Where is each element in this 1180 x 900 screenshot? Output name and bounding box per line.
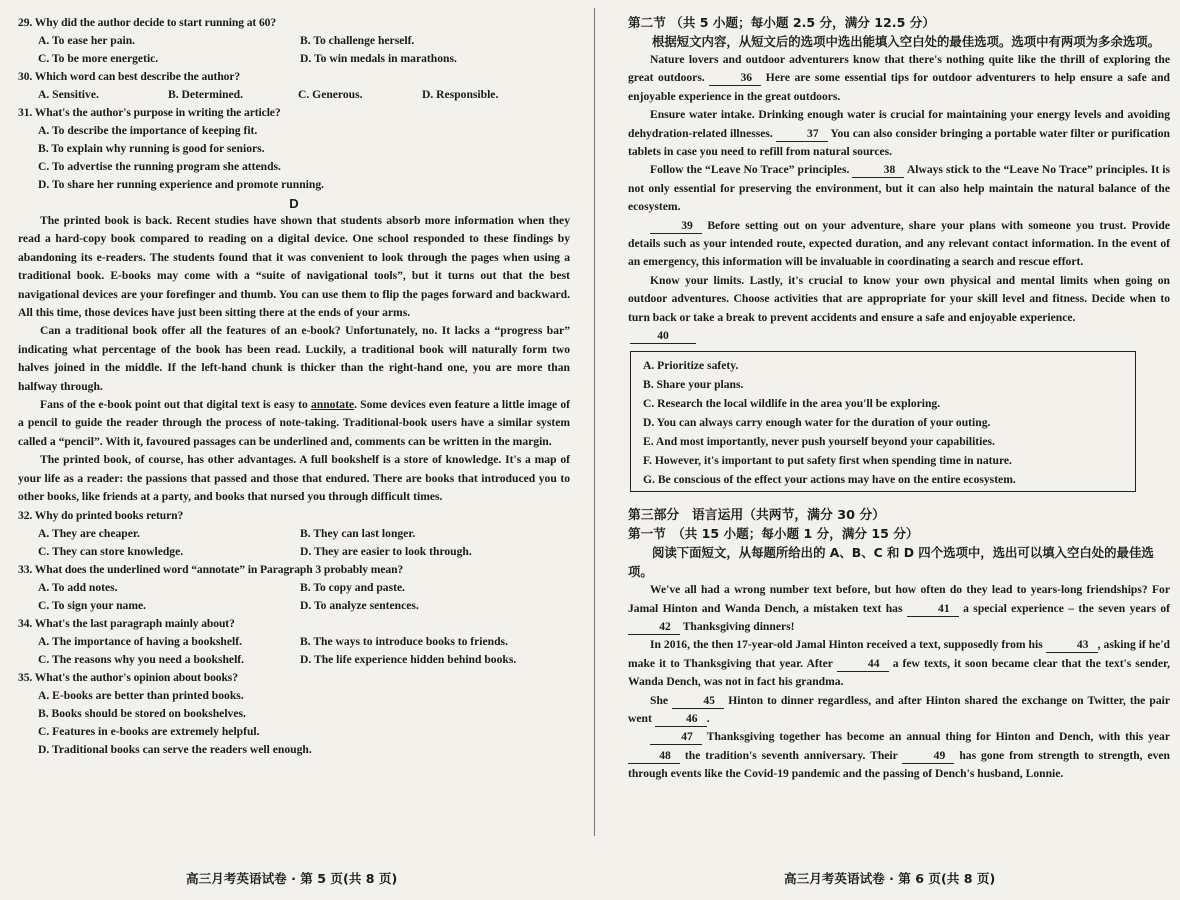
right-page [598, 0, 1180, 900]
section-2-instructions: 根据短文内容，从短文后的选项中选出能填入空白处的最佳选项。选项中有两项为多余选项。 [652, 34, 1161, 49]
section-2-header: 第二节 （共 5 小题；每小题 2.5 分，满分 12.5 分） [628, 15, 935, 30]
text: a few texts, it soon became clear that the text's sender, Wanda Dench, was not in fact his grandma. [628, 656, 1170, 689]
section-d-heading: D [289, 196, 299, 211]
section-3-subheader: 第一节 （共 15 小题；每小题 1 分，满分 15 分） [628, 526, 919, 542]
blank-43: 43 [1046, 638, 1098, 653]
question-35-stem: 35. What's the author's opinion about books? [18, 670, 238, 684]
option-a: A. The importance of having a bookshelf. [38, 634, 242, 648]
question-32-stem: 32. Why do printed books return? [18, 508, 184, 522]
blank-40-line [628, 327, 1170, 345]
passage-paragraph-3 [18, 396, 570, 451]
option-d: D. Traditional books can serve the readers well enough. [38, 742, 312, 756]
option-b: B. To challenge herself. [300, 34, 415, 47]
option-b: B. They can last longer. [300, 526, 416, 540]
blank-44: 44 [837, 657, 889, 672]
question-33-stem: 33. What does the underlined word “annotate” in Paragraph 3 probably mean? [18, 562, 404, 576]
option-c: C. The reasons why you need a bookshelf. [38, 652, 245, 666]
question-32-options [18, 525, 570, 561]
question-30-stem: 30. Which word can best describe the author? [18, 70, 241, 83]
passage-paragraph-1: The printed book is back. Recent studies have shown that students absorb more information when they read a hard-copy book compared to reading on a digital device. One school responded to these findings by abandoning its e-readers. The students found that it was convenient to look through the pages when using a traditional book. E-books may come with a “suite of navigational tools”, but it turns out that the best navigational devices are your forefinger and thumb. You can use them to flip the pages forward and backward. All this time, those devices have just been sitting there at the ends of your arms. [18, 214, 570, 320]
cloze-paragraph-4 [628, 217, 1170, 272]
option-a: A. They are cheaper. [38, 526, 140, 540]
page-footer-left: 高三月考英语试卷 · 第 5 页(共 8 页) [186, 871, 398, 886]
text: Before setting out on your adventure, share your plans with someone you trust. Provide details such as your intended route, expected duration, and any relevant contact information. In the event of an emergency, this information will be invaluable in coordinating a search and rescue effort. [628, 218, 1170, 269]
text: You can also consider bringing a portable water filter or purification tablets in case you need to refill from natural sources. [628, 126, 1170, 159]
text: Nature lovers and outdoor adventurers know that there's nothing quite like the thrill of exploring the great outdoors. [628, 53, 1170, 85]
question-31-stem: 31. What's the author's purpose in writing the article? [18, 106, 281, 119]
option-c: C. They can store knowledge. [38, 544, 184, 558]
option-item: C. Research the local wildlife in the area you'll be exploring. [643, 397, 941, 411]
text: We've all had a wrong number text before, but how often do they lead to years-long friendships? For Jamal Hinton and Wanda Dench, a mistaken text has [628, 583, 1170, 615]
option-d: D. To win medals in marathons. [300, 52, 457, 65]
option-c: C. Features in e-books are extremely helpful. [38, 724, 260, 738]
question-34-options [18, 633, 570, 669]
page-footer-right: 高三月考英语试卷 · 第 6 页(共 8 页) [784, 871, 996, 886]
cloze-paragraph-5: Know your limits. Lastly, it's crucial to know your own physical and mental limits when going on outdoor adventures. Choose activities that are appropriate for your skill level and fitness. Decide when to turn back or take a break to prevent accidents and ensure a safe and enjoyable experience. [628, 273, 1170, 324]
option-a: A. To add notes. [38, 580, 118, 594]
section-3-instructions: 阅读下面短文，从每题所给出的 A、B、C 和 D 四个选项中，选出可以填入空白处的最佳选项。 [628, 545, 1154, 580]
blank-49: 49 [902, 749, 954, 764]
option-c: C. To be more energetic. [38, 52, 159, 65]
text: , asking if he'd make it to Thanksgiving that year. After [628, 638, 1170, 670]
option-c: C. To sign your name. [38, 598, 147, 612]
option-item: B. Share your plans. [643, 378, 744, 392]
blank-48: 48 [628, 749, 680, 764]
option-item: D. You can always carry enough water for the duration of your outing. [643, 416, 991, 430]
story-paragraph-1 [628, 581, 1170, 636]
question-29-stem: 29. Why did the author decide to start running at 60? [18, 16, 277, 29]
text: She [650, 693, 673, 707]
blank-41: 41 [907, 602, 959, 617]
options-box [630, 351, 1136, 492]
text: . [706, 711, 710, 725]
section-3-header: 第三部分 语言运用（共两节，满分 30 分） [628, 508, 886, 524]
paragraph-3-text-before: Fans of the e-book point out that digital text is easy to [40, 398, 311, 412]
text: Hinton to dinner regardless, and after Hinton shared the exchange on Twitter, the pair went [628, 693, 1170, 725]
text: Always stick to the “Leave No Trace” principles. It is not only essential for preserving the environment, but it can also help maintain the natural balance of the ecosystem. [628, 163, 1170, 214]
text: Thanksgiving together has become an annual thing for Hinton and Dench, with this year [702, 730, 1170, 744]
cloze-paragraph-3 [628, 161, 1170, 216]
option-item: A. Prioritize safety. [643, 359, 739, 373]
blank-36: 36 [709, 71, 761, 86]
option-c: C. To advertise the running program she attends. [38, 160, 281, 173]
question-33-options [18, 579, 570, 615]
option-d: D. They are easier to look through. [300, 544, 472, 558]
blank-46: 46 [655, 712, 707, 727]
option-d: D. The life experience hidden behind books. [300, 652, 517, 666]
option-item: F. However, it's important to put safety first when spending time in nature. [643, 454, 1012, 468]
text: has gone from strength to strength, even through events like the Covid-19 pandemic and the passing of Dench's husband, Lonnie. [628, 748, 1170, 781]
passage-paragraph-2: Can a traditional book offer all the features of an e-book? Unfortunately, no. It lacks a “progress bar” indicating what percentage of the book has been read. Luckily, a traditional book will naturally form two halves joined in the middle. If the left-hand chunk is thicker than the right-hand one, you are more than halfway through. [18, 324, 570, 393]
option-a: A. To describe the importance of keeping fit. [38, 124, 258, 137]
text: Follow the “Leave No Trace” principles. [650, 163, 853, 177]
text: Thanksgiving dinners! [680, 619, 795, 633]
text: Here are some essential tips for outdoor adventurers to help ensure a safe and enjoyable experience in the great outdoors. [628, 71, 1170, 103]
story-paragraph-2 [628, 636, 1170, 691]
option-item: E. And most importantly, never push yourself beyond your capabilities. [643, 435, 995, 449]
paragraph-3-text-after: . Some devices even feature a little image of a pencil to guide the reader through the process of note-taking. Traditional-book users have a similar system called a “pencil”. With it, favoured passages can be underlined and, comments can be written in the margin. [18, 398, 570, 448]
option-a: A. To ease her pain. [38, 34, 136, 47]
passage-paragraph-4: The printed book, of course, has other advantages. A full bookshelf is a store of knowledge. It's a map of your life as a reader: the passions that passed and those that endured. There are books that introduced you to other books, like friends at a party, and books that nursed you through difficult times. [18, 453, 570, 504]
blank-45: 45 [672, 694, 724, 709]
option-b: B. The ways to introduce books to friends. [300, 634, 508, 648]
option-a: A. Sensitive. [38, 88, 99, 101]
text: In 2016, the then 17-year-old Jamal Hinton received a text, supposedly from his [650, 638, 1046, 652]
option-d: D. To analyze sentences. [300, 598, 419, 612]
cloze-paragraph-2 [628, 106, 1170, 161]
question-34-stem: 34. What's the last paragraph mainly about? [18, 616, 235, 630]
option-d: D. Responsible. [422, 88, 499, 101]
option-a: A. E-books are better than printed books. [38, 688, 244, 702]
option-b: B. To copy and paste. [300, 580, 406, 594]
blank-38: 38 [852, 163, 904, 178]
text: Ensure water intake. Drinking enough water is crucial for maintaining your energy levels and avoiding dehydration-related illnesses. [628, 108, 1170, 140]
text: the tradition's seventh anniversary. Their [680, 748, 903, 762]
option-item: G. Be conscious of the effect your actions may have on the entire ecosystem. [643, 473, 1016, 487]
blank-39: 39 [650, 219, 702, 234]
option-c: C. Generous. [298, 88, 363, 101]
blank-47: 47 [650, 730, 702, 745]
option-b: B. Books should be stored on bookshelves. [38, 706, 246, 720]
text: a special experience – the seven years of [958, 601, 1170, 615]
blank-42: 42 [628, 620, 680, 635]
page-divider [594, 8, 595, 836]
blank-37: 37 [776, 127, 828, 142]
blank-40: 40 [630, 329, 696, 344]
option-b: B. Determined. [168, 88, 244, 101]
underlined-word: annotate [310, 398, 355, 412]
option-d: D. To share her running experience and promote running. [38, 178, 325, 191]
story-paragraph-4 [628, 728, 1170, 783]
story-paragraph-3 [628, 692, 1170, 729]
cloze-paragraph-1 [628, 51, 1170, 106]
question-30-options [18, 86, 570, 104]
option-b: B. To explain why running is good for seniors. [38, 142, 265, 155]
question-29-options [18, 32, 570, 68]
